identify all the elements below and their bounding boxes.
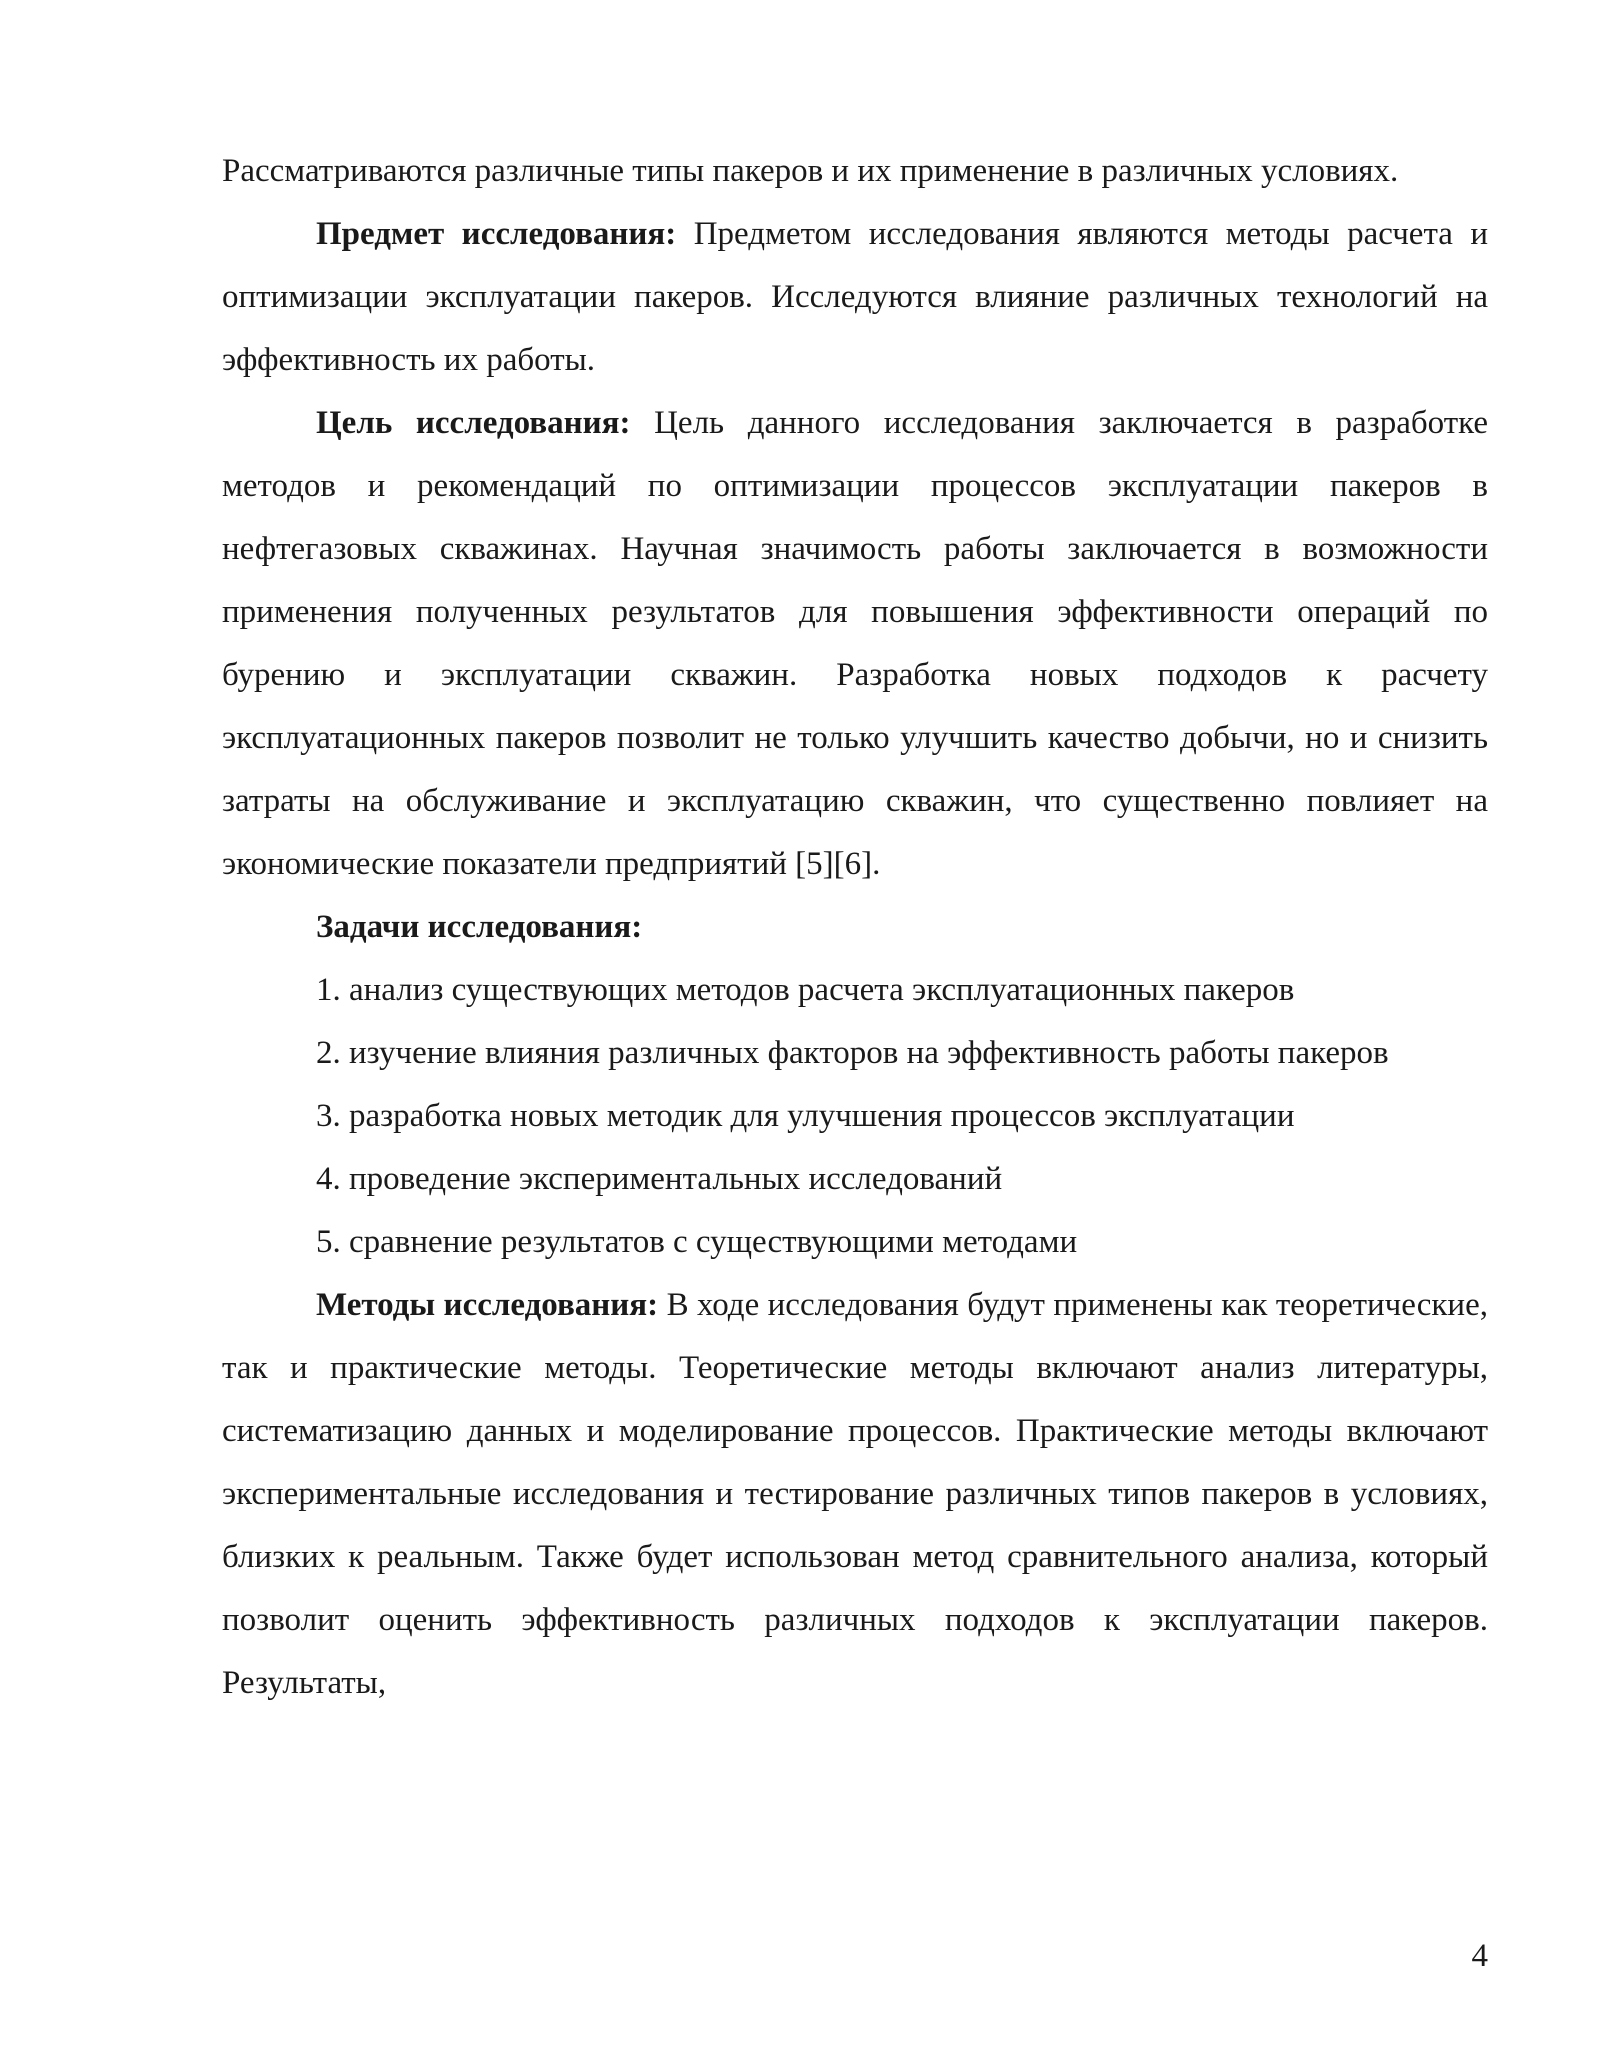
list-item: 1. анализ существующих методов расчета эксплуатационных пакеров xyxy=(316,972,1295,1008)
methods-heading: Методы исследования: xyxy=(316,1287,659,1323)
subject-heading: Предмет исследования: xyxy=(316,216,677,252)
goal-paragraph xyxy=(222,392,1488,896)
intro-paragraph: Рассматриваются различные типы пакеров и их применение в различных условиях. xyxy=(222,153,1399,189)
list-item: 2. изучение влияния различных факторов на эффективность работы пакеров xyxy=(316,1035,1389,1071)
tasks-heading: Задачи исследования: xyxy=(316,909,643,945)
methods-paragraph xyxy=(222,1274,1488,1715)
subject-text: Предметом исследования являются методы расчета и оптимизации эксплуатации пакеров. Исследуются влияние различных технологий на эффективность их работы. xyxy=(222,216,1488,378)
methods-text: В ходе исследования будут применены как теоретические, так и практические методы. Теоретические методы включают анализ литературы, систематизацию данных и моделирование процессов. Практические методы включают экспериментальные исследования и тестирование различных типов пакеров в условиях, близких к реальным. Также будет использован метод сравнительного анализа, который позволит оценить эффективность различных подходов к эксплуатации пакеров. Результаты, xyxy=(222,1287,1488,1701)
goal-text: Цель данного исследования заключается в разработке методов и рекомендаций по оптимизации процессов эксплуатации пакеров в нефтегазовых скважинах. Научная значимость работы заключается в возможности применения полученных результатов для повышения эффективности операций по бурению и эксплуатации скважин. Разработка новых подходов к расчету эксплуатационных пакеров позволит не только улучшить качество добычи, но и снизить затраты на обслуживание и эксплуатацию скважин, что существенно повлияет на экономические показатели предприятий [5][6]. xyxy=(222,405,1488,882)
list-item: 4. проведение экспериментальных исследований xyxy=(316,1161,1003,1197)
list-item: 3. разработка новых методик для улучшения процессов эксплуатации xyxy=(316,1098,1295,1134)
list-item: 5. сравнение результатов с существующими методами xyxy=(316,1224,1078,1260)
subject-paragraph xyxy=(222,203,1488,392)
goal-heading: Цель исследования: xyxy=(316,405,631,441)
page-number: 4 xyxy=(1471,1938,1488,1974)
document-body xyxy=(222,140,1488,1715)
